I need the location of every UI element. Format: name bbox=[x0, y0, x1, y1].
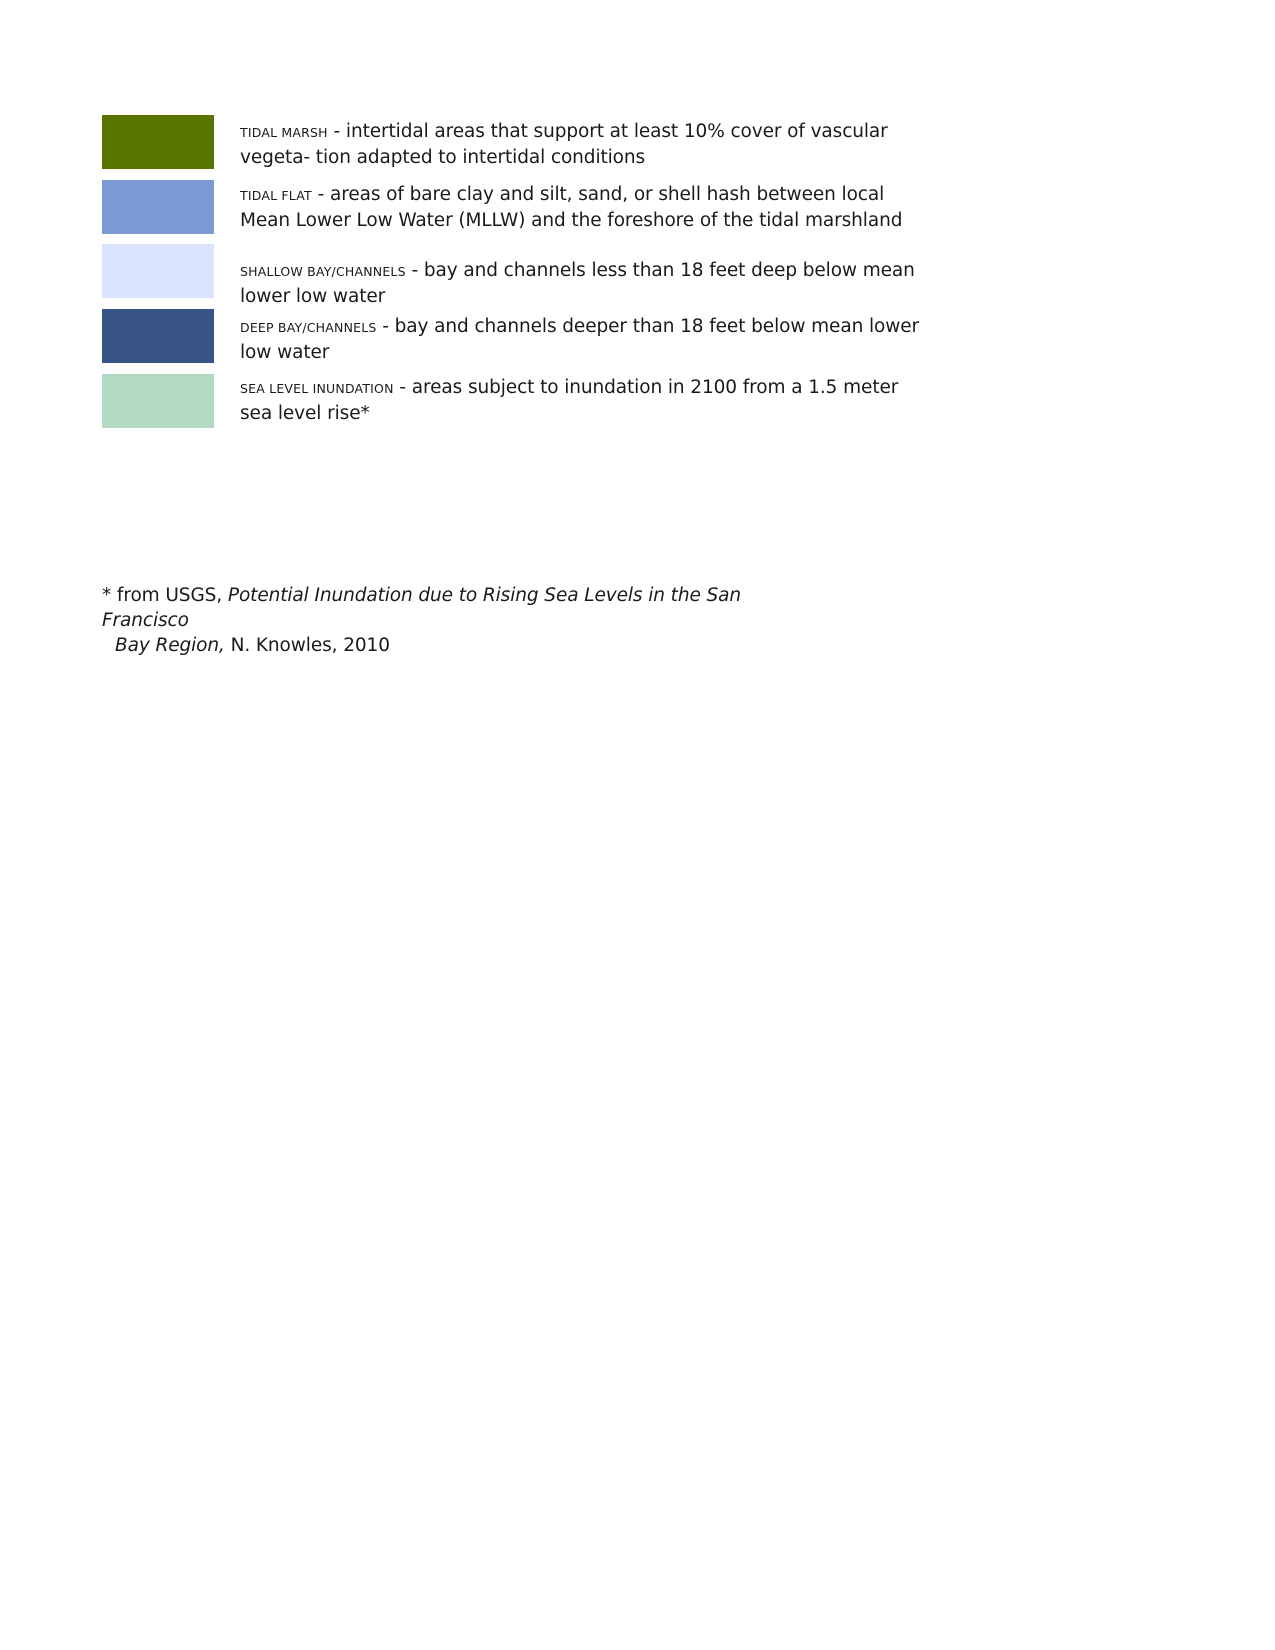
tidal-flat-swatch bbox=[102, 180, 214, 234]
deep-bay-swatch bbox=[102, 309, 214, 363]
footnote-line-1 bbox=[102, 583, 802, 633]
legend-term: TIDAL FLAT bbox=[240, 188, 312, 203]
footnote-title-part2: Bay Region, bbox=[115, 635, 225, 656]
footnote-prefix: * from USGS, bbox=[102, 585, 228, 606]
legend-term: SEA LEVEL INUNDATION bbox=[240, 381, 394, 396]
legend-text: - areas subject to inundation in 2100 from a 1.5 meter sea level rise* bbox=[240, 377, 899, 424]
legend-text: - bay and channels deeper than 18 feet below mean lower low water bbox=[240, 316, 920, 363]
legend-term: DEEP BAY/CHANNELS bbox=[240, 320, 377, 335]
legend-description bbox=[240, 258, 930, 309]
legend-text: - bay and channels less than 18 feet deep below mean lower low water bbox=[240, 260, 915, 307]
footnote-title-part1: Potential Inundation due to Rising Sea Levels in the San Francisco bbox=[102, 585, 742, 631]
legend-description bbox=[240, 182, 930, 233]
footnote-suffix: N. Knowles, 2010 bbox=[224, 635, 390, 656]
legend-text: - areas of bare clay and silt, sand, or shell hash between local Mean Lower Low Water (MLLW) and the foreshore of the tidal marshland bbox=[240, 184, 903, 231]
sea-level-inundation-swatch bbox=[102, 374, 214, 428]
legend-description bbox=[240, 314, 930, 365]
footnote-line-2 bbox=[102, 633, 802, 658]
legend-item-shallow-bay bbox=[102, 244, 922, 307]
legend-description bbox=[240, 375, 930, 426]
legend-item-deep-bay bbox=[102, 309, 922, 363]
tidal-marsh-swatch bbox=[102, 115, 214, 169]
shallow-bay-swatch bbox=[102, 244, 214, 298]
legend-item-tidal-flat bbox=[102, 180, 922, 234]
legend-term: TIDAL MARSH bbox=[240, 125, 328, 140]
legend-item-tidal-marsh bbox=[102, 115, 922, 169]
legend-text: - intertidal areas that support at least 10% cover of vascular vegeta- tion adapted to intertidal conditions bbox=[240, 121, 888, 168]
legend-item-sea-level-inundation bbox=[102, 374, 922, 428]
footnote bbox=[102, 583, 802, 658]
legend-term: SHALLOW BAY/CHANNELS bbox=[240, 264, 406, 279]
legend-description bbox=[240, 119, 930, 170]
